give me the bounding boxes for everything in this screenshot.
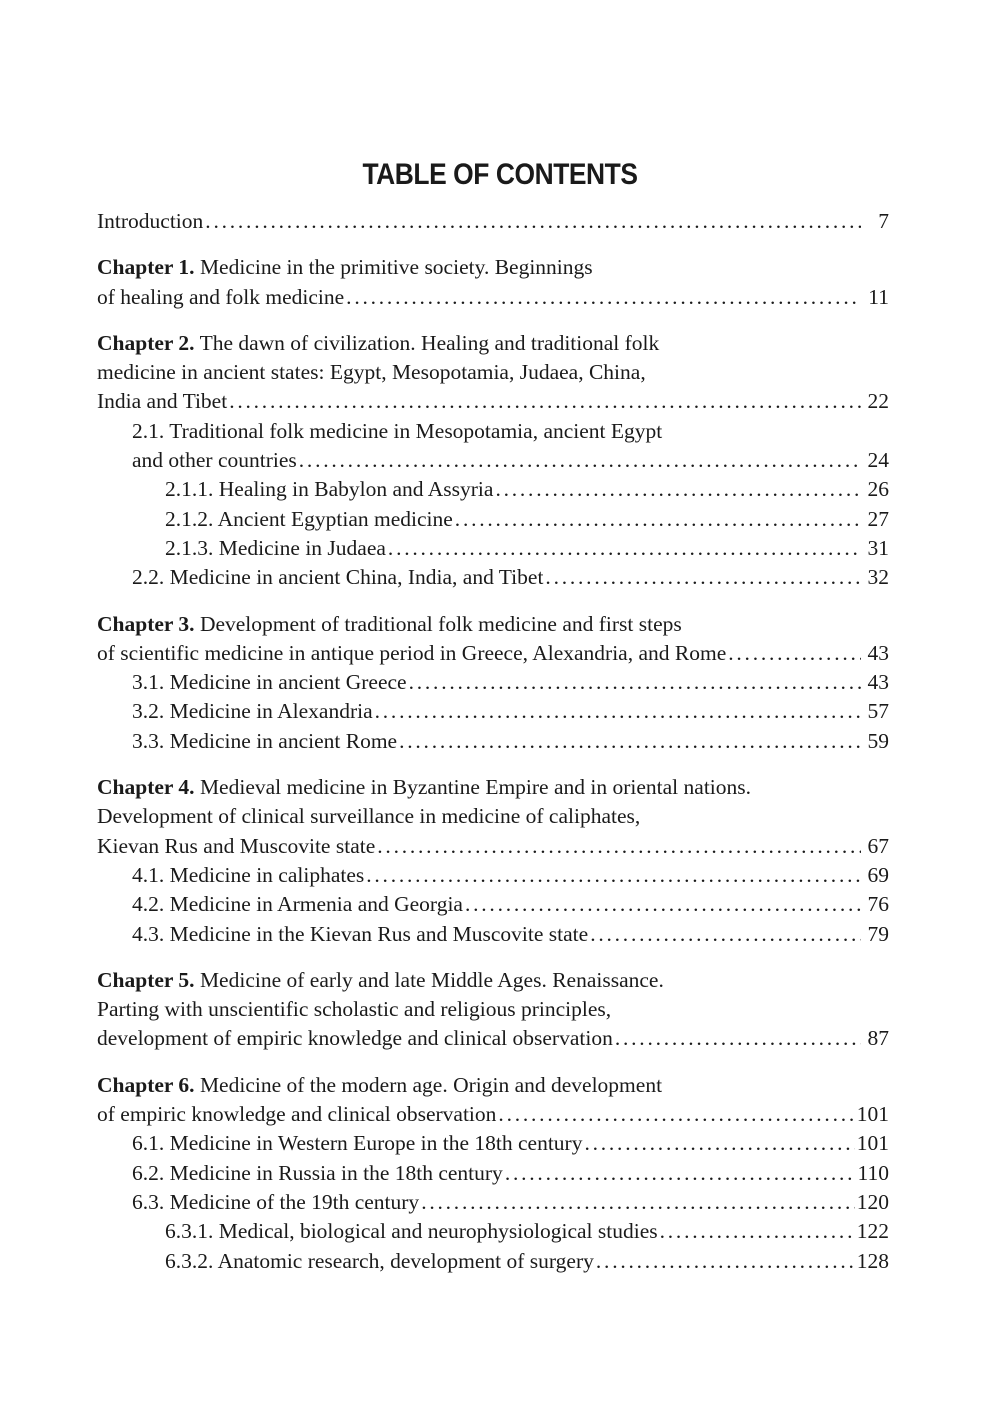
- toc-entry-line: [97, 1071, 889, 1100]
- dot-leader: [596, 1247, 855, 1276]
- page-number: 32: [867, 565, 889, 590]
- toc-subsection-entry[interactable]: [97, 1217, 889, 1246]
- toc-entry-text: 4.3. Medicine in the Kievan Rus and Muscovite state: [132, 921, 589, 946]
- toc-leader-row: [97, 861, 889, 890]
- toc-entry-text: India and Tibet: [97, 389, 228, 414]
- toc-chapter-entry[interactable]: [97, 966, 889, 1054]
- dot-leader: [505, 1159, 856, 1188]
- toc-entry-text: The dawn of civilization. Healing and traditional folk: [199, 330, 660, 355]
- toc-leader-row: [97, 697, 889, 726]
- toc-leader-row: [97, 534, 889, 563]
- toc-entry-line: [97, 773, 889, 802]
- page-title: TABLE OF CONTENTS: [362, 158, 638, 191]
- toc-entry-line: Parting with unscientific scholastic and religious principles,: [97, 997, 612, 1022]
- dot-leader: [346, 283, 861, 312]
- toc-entry-text: development of empiric knowledge and clinical observation: [97, 1026, 613, 1051]
- toc-subsection-entry[interactable]: [97, 1247, 889, 1276]
- toc-entry-text: 6.1. Medicine in Western Europe in the 18th century: [132, 1131, 583, 1156]
- toc-entry-line: medicine in ancient states: Egypt, Mesopotamia, Judaea, China,: [97, 360, 646, 385]
- toc-chapter-entry[interactable]: [97, 253, 889, 312]
- toc-section-entry[interactable]: [97, 417, 889, 476]
- toc-leader-row: [97, 563, 889, 592]
- toc-section-entry[interactable]: [97, 890, 889, 919]
- toc-leader-row: [97, 1247, 889, 1276]
- toc-entry-line: [97, 329, 889, 358]
- dot-leader: [366, 861, 861, 890]
- page-number: 43: [867, 640, 889, 665]
- toc-entry-text: 6.3.1. Medical, biological and neurophysiological studies: [165, 1219, 658, 1244]
- toc-section-entry[interactable]: [97, 697, 889, 726]
- page-number: 31: [867, 535, 889, 560]
- toc-entry-line: [97, 417, 889, 446]
- dot-leader: [409, 668, 861, 697]
- toc-leader-row: [97, 920, 889, 949]
- toc-leader-row: [97, 505, 889, 534]
- page-number: 43: [867, 670, 889, 695]
- toc-entry-text: of empiric knowledge and clinical observation: [97, 1102, 497, 1127]
- page-number: 22: [867, 389, 889, 414]
- page-number: 59: [867, 728, 889, 753]
- toc-chapter-entry[interactable]: [97, 773, 889, 861]
- dot-leader: [545, 563, 861, 592]
- toc-entry-text: Medicine of early and late Middle Ages. Renaissance.: [199, 967, 664, 992]
- page-number: 128: [856, 1248, 889, 1273]
- toc-entry-text: Kievan Rus and Muscovite state: [97, 833, 376, 858]
- toc-entry-text: of healing and folk medicine: [97, 284, 345, 309]
- dot-leader: [584, 1129, 854, 1158]
- toc-entry-text: 3.1. Medicine in ancient Greece: [132, 670, 407, 695]
- toc-section-entry[interactable]: [97, 1159, 889, 1188]
- page-number: 122: [856, 1219, 889, 1244]
- toc-leader-row: [97, 446, 889, 475]
- page-number: 101: [856, 1102, 889, 1127]
- toc-leader-row: [97, 1100, 889, 1129]
- toc-entry-text: Medieval medicine in Byzantine Empire and in oriental nations.: [199, 775, 752, 800]
- toc-entry-line: [97, 253, 889, 282]
- page-number: 27: [867, 506, 889, 531]
- toc-leader-row: [97, 832, 889, 861]
- dot-leader: [299, 446, 861, 475]
- toc-entry-text: 4.1. Medicine in caliphates: [132, 862, 365, 887]
- toc-entry-text: 2.1.1. Healing in Babylon and Assyria: [165, 477, 494, 502]
- toc-leader-row: [97, 727, 889, 756]
- toc-entry-text: 2.1.3. Medicine in Judaea: [165, 535, 386, 560]
- page-number: 7: [878, 209, 889, 233]
- toc-entry-text: 2.2. Medicine in ancient China, India, and Tibet: [132, 565, 544, 590]
- toc-leader-row: [97, 668, 889, 697]
- page-number: 67: [867, 833, 889, 858]
- toc-section-entry[interactable]: [97, 1188, 889, 1217]
- toc-entry-text: 6.3. Medicine of the 19th century: [132, 1189, 420, 1214]
- dot-leader: [399, 727, 861, 756]
- toc-leader-row: [97, 387, 889, 416]
- toc-chapter-entry[interactable]: [97, 610, 889, 669]
- toc-entry-text: 2.1.2. Ancient Egyptian medicine: [165, 506, 453, 531]
- toc-leader-row: [97, 475, 889, 504]
- chapter-label: Chapter 6.: [97, 1072, 195, 1097]
- chapter-label: Chapter 2.: [97, 330, 195, 355]
- toc-entry-line: Development of clinical surveillance in medicine of caliphates,: [97, 804, 641, 829]
- page-number: 120: [856, 1189, 889, 1214]
- toc-entry-text: Medicine in the primitive society. Beginnings: [199, 255, 593, 280]
- toc-list: [97, 207, 889, 1276]
- dot-leader: [377, 832, 861, 861]
- page-number: 11: [868, 284, 889, 309]
- chapter-label: Chapter 5.: [97, 967, 195, 992]
- toc-chapter-entry[interactable]: [97, 329, 889, 417]
- page-number: 101: [856, 1131, 889, 1156]
- chapter-label: Chapter 4.: [97, 775, 195, 800]
- toc-entry-text: 6.3.2. Anatomic research, development of surgery: [165, 1248, 594, 1273]
- dot-leader: [615, 1024, 861, 1053]
- toc-leader-row: [97, 1217, 889, 1246]
- toc-leader-row: [97, 1159, 889, 1188]
- toc-entry-text: Medicine of the modern age. Origin and development: [199, 1072, 663, 1097]
- page-number: 87: [867, 1026, 889, 1051]
- toc-entry-text: of scientific medicine in antique period in Greece, Alexandria, and Rome: [97, 640, 727, 665]
- toc-section-entry[interactable]: [97, 861, 889, 890]
- dot-leader: [421, 1188, 855, 1217]
- toc-subsection-entry[interactable]: [97, 505, 889, 534]
- toc-leader-row: [97, 1024, 889, 1053]
- dot-leader: [229, 387, 861, 416]
- toc-entry-line: [97, 966, 889, 995]
- toc-entry-text: 3.2. Medicine in Alexandria: [132, 699, 373, 724]
- toc-entry-text: 2.1. Traditional folk medicine in Mesopotamia, ancient Egypt: [132, 418, 663, 443]
- toc-section-entry[interactable]: [97, 920, 889, 949]
- toc-subsection-entry[interactable]: [97, 534, 889, 563]
- toc-section-entry[interactable]: [97, 1129, 889, 1158]
- page-number: 110: [857, 1160, 889, 1185]
- toc-section-entry[interactable]: [97, 727, 889, 756]
- dot-leader: [465, 890, 861, 919]
- toc-section-entry[interactable]: [97, 563, 889, 592]
- toc-entry-text: and other countries: [132, 448, 297, 473]
- page-number: 26: [867, 477, 889, 502]
- toc-leader-row: [97, 1129, 889, 1158]
- dot-leader: [205, 207, 861, 236]
- toc-leader-row: [97, 207, 889, 236]
- toc-leader-row: [97, 283, 889, 312]
- toc-chapter-entry[interactable]: [97, 1071, 889, 1130]
- toc-entry-text: 4.2. Medicine in Armenia and Georgia: [132, 892, 463, 917]
- page-number: 69: [867, 862, 889, 887]
- page-number: 57: [867, 699, 889, 724]
- toc-leader-row: [97, 890, 889, 919]
- toc-leader-row: [97, 1188, 889, 1217]
- toc-subsection-entry[interactable]: [97, 475, 889, 504]
- toc-entry-text: 3.3. Medicine in ancient Rome: [132, 728, 398, 753]
- page-number: 76: [867, 892, 889, 917]
- toc-entry-text: Introduction: [97, 209, 204, 233]
- toc-entry-text: 6.2. Medicine in Russia in the 18th century: [132, 1160, 503, 1185]
- dot-leader: [495, 475, 861, 504]
- dot-leader: [388, 534, 861, 563]
- page-number: 24: [867, 448, 889, 473]
- toc-intro-entry[interactable]: [97, 207, 889, 236]
- page-number: 79: [867, 921, 889, 946]
- chapter-label: Chapter 3.: [97, 611, 195, 636]
- dot-leader: [660, 1217, 855, 1246]
- dot-leader: [498, 1100, 854, 1129]
- dot-leader: [590, 920, 861, 949]
- toc-leader-row: [97, 639, 889, 668]
- toc-entry-text: Development of traditional folk medicine and first steps: [199, 611, 682, 636]
- toc-entry-line: [97, 610, 889, 639]
- dot-leader: [728, 639, 861, 668]
- dot-leader: [455, 505, 861, 534]
- toc-section-entry[interactable]: [97, 668, 889, 697]
- dot-leader: [375, 697, 861, 726]
- chapter-label: Chapter 1.: [97, 255, 195, 280]
